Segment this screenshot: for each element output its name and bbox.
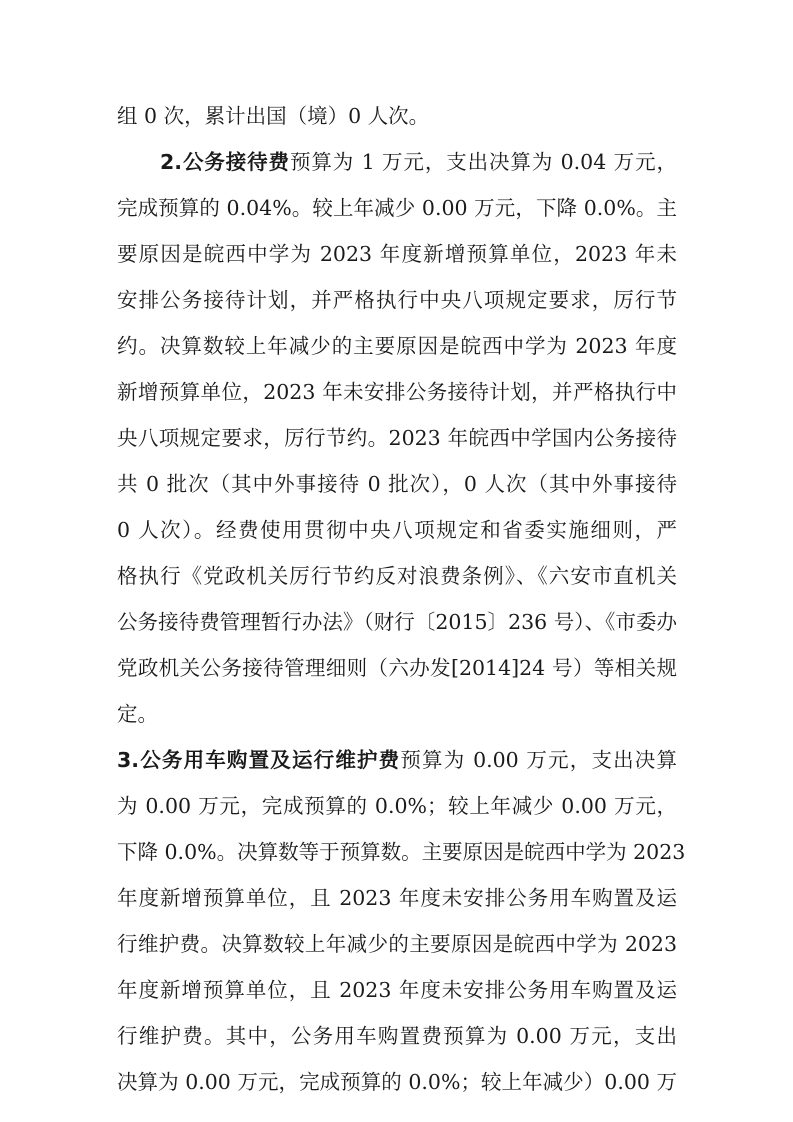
text-line: 约。决算数较上年减少的主要原因是皖西中学为 2023 年度 xyxy=(117,334,677,358)
text-line: 年度新增预算单位，且 2023 年度未安排公务用车购置及运 xyxy=(117,978,677,1002)
text-line: 央八项规定要求，厉行节约。2023 年皖西中学国内公务接待 xyxy=(117,426,677,450)
text-line: 完成预算的 0.04%。较上年减少 0.00 万元，下降 0.0%。主 xyxy=(117,196,677,220)
text-line: 安排公务接待计划，并严格执行中央八项规定要求，厉行节 xyxy=(117,288,677,312)
text-line: 定。 xyxy=(117,702,158,726)
text-segment: 预算为 1 万元，支出决算为 0.04 万元， xyxy=(289,150,677,174)
text-line: 0 人次）。经费使用贯彻中央八项规定和省委实施细则，严 xyxy=(117,518,677,542)
text-line: 行维护费。其中，公务用车购置费预算为 0.00 万元，支出 xyxy=(117,1024,677,1048)
text-line: 年度新增预算单位，且 2023 年度未安排公务用车购置及运 xyxy=(117,886,677,910)
section-heading-vehicles: 3.公务用车购置及运行维护费 xyxy=(117,748,401,772)
text-line: 组 0 次，累计出国（境）0 人次。 xyxy=(117,104,430,128)
text-line: 共 0 批次（其中外事接待 0 批次），0 人次（其中外事接待 xyxy=(117,472,677,496)
paragraph-heading-line xyxy=(160,150,677,174)
text-line: 为 0.00 万元，完成预算的 0.0%；较上年减少 0.00 万元， xyxy=(117,794,677,818)
text-line: 下降 0.0%。决算数等于预算数。主要原因是皖西中学为 2023 xyxy=(117,840,686,864)
section-heading-reception: 2.公务接待费 xyxy=(160,150,290,174)
paragraph-heading-line xyxy=(117,748,677,772)
text-segment: 预算为 0.00 万元，支出决算 xyxy=(400,748,677,772)
text-line: 决算为 0.00 万元，完成预算的 0.0%；较上年减少）0.00 万 xyxy=(117,1070,677,1094)
text-line: 公务接待费管理暂行办法》（财行〔2015〕236 号）、《市委办 xyxy=(117,610,677,634)
text-line: 新增预算单位，2023 年未安排公务接待计划，并严格执行中 xyxy=(117,380,677,404)
text-line: 格执行《党政机关厉行节约反对浪费条例》、《六安市直机关 xyxy=(117,564,677,588)
text-line: 要原因是皖西中学为 2023 年度新增预算单位，2023 年未 xyxy=(117,242,677,266)
text-line: 行维护费。决算数较上年减少的主要原因是皖西中学为 2023 xyxy=(117,932,677,956)
text-line: 党政机关公务接待管理细则（六办发[2014]24 号）等相关规 xyxy=(117,656,677,680)
